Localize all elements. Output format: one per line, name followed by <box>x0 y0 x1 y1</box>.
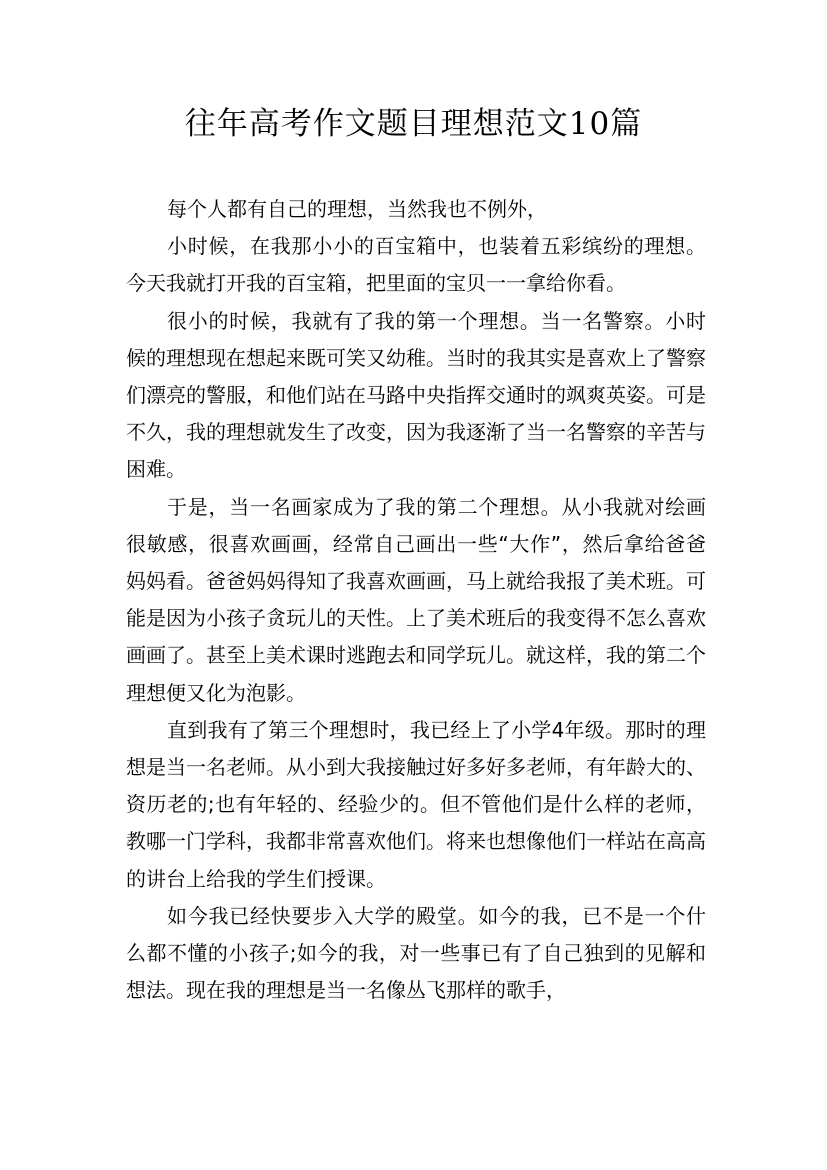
paragraph-5: 直到我有了第三个理想时，我已经上了小学4年级。那时的理想是当一名老师。从小到大我接触过好多好多老师，有年龄大的、资历老的;也有年轻的、经验少的。但不管他们是什么样的老师，教哪一门学科，我都非常喜欢他们。将来也想像他们一样站在高高的讲台上给我的学生们授课。 <box>126 717 706 891</box>
paragraph-4: 于是，当一名画家成为了我的第二个理想。从小我就对绘画很敏感，很喜欢画画，经常自己画出一些“大作”，然后拿给爸爸妈妈看。爸爸妈妈得知了我喜欢画画，马上就给我报了美术班。可能是因为小孩子贪玩儿的天性。上了美术班后的我变得不怎么喜欢画画了。甚至上美术课时逃跑去和同学玩儿。就这样，我的第二个理想便又化为泡影。 <box>126 494 706 705</box>
document-title: 往年高考作文题目理想范文10篇 <box>184 106 643 142</box>
paragraph-2: 小时候，在我那小小的百宝箱中，也装着五彩缤纷的理想。今天我就打开我的百宝箱，把里面的宝贝一一拿给你看。 <box>126 234 706 296</box>
paragraph-1: 每个人都有自己的理想，当然我也不例外， <box>167 197 547 221</box>
paragraph-6: 如今我已经快要步入大学的殿堂。如今的我，已不是一个什么都不懂的小孩子;如今的我，对一些事已有了自己独到的见解和想法。现在我的理想是当一名像丛飞那样的歌手， <box>126 903 706 1003</box>
paragraph-3: 很小的时候，我就有了我的第一个理想。当一名警察。小时候的理想现在想起来既可笑又幼稚。当时的我其实是喜欢上了警察们漂亮的警服，和他们站在马路中央指挥交通时的飒爽英姿。可是不久，我的理想就发生了改变，因为我逐渐了当一名警察的辛苦与困难。 <box>126 308 706 482</box>
document-body <box>126 191 706 1009</box>
